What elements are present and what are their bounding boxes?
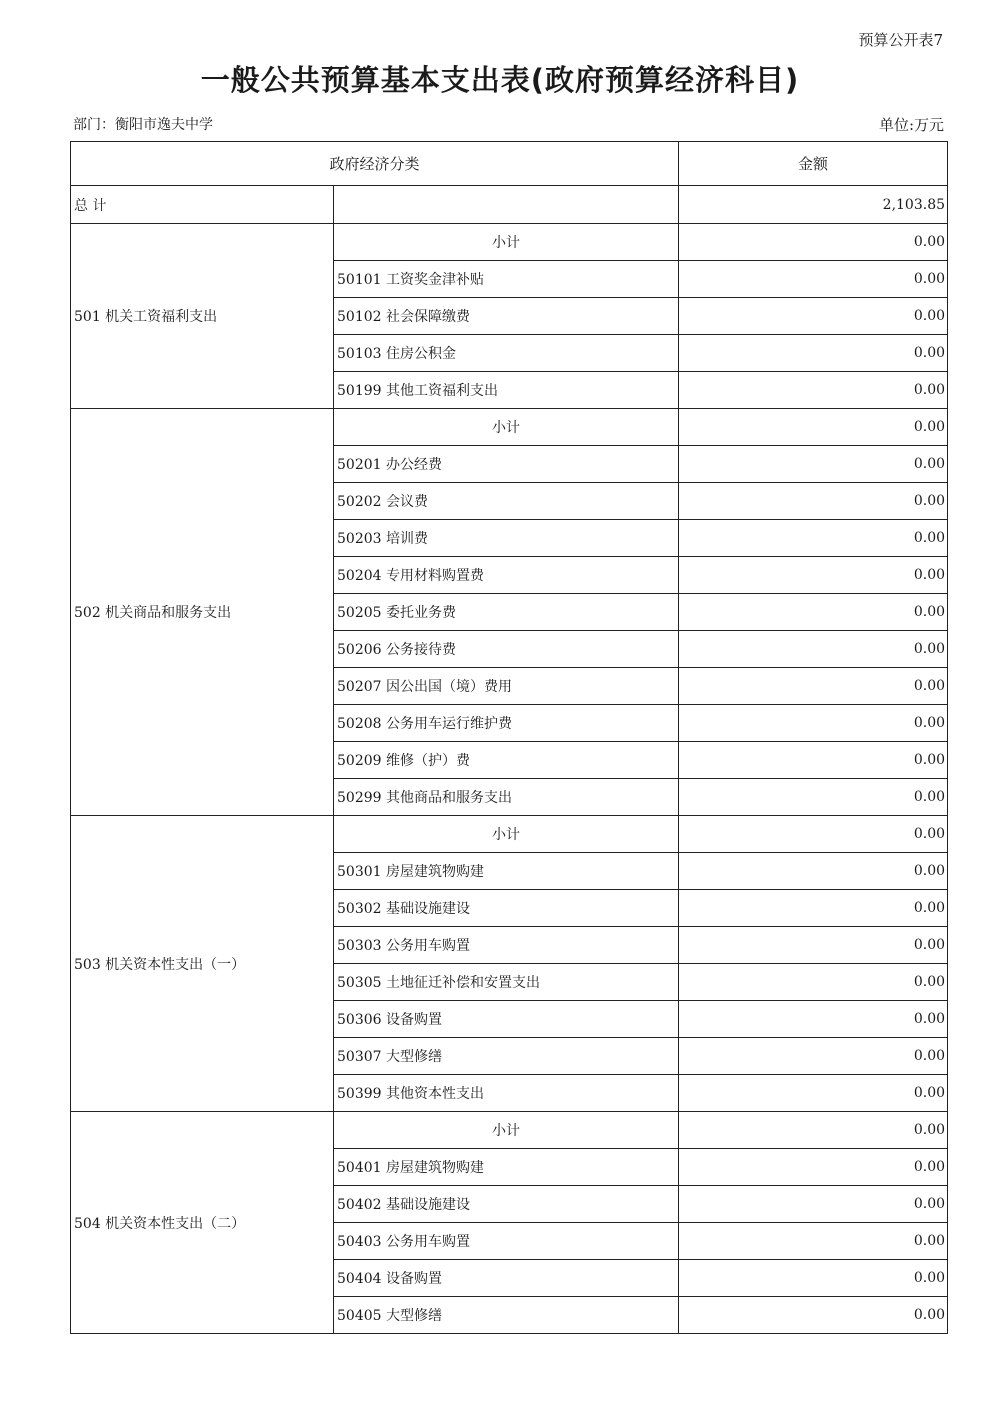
total-empty-cell [334,186,679,224]
item-amount: 0.00 [679,668,948,705]
item-label: 50205 委托业务费 [334,594,679,631]
item-amount: 0.00 [679,1038,948,1075]
item-label: 50301 房屋建筑物购建 [334,853,679,890]
item-amount: 0.00 [679,1223,948,1260]
item-amount: 0.00 [679,1297,948,1334]
total-amount: 2,103.85 [679,186,948,224]
item-label: 50203 培训费 [334,520,679,557]
item-label: 50305 土地征迁补偿和安置支出 [334,964,679,1001]
item-label: 50206 公务接待费 [334,631,679,668]
total-row [71,186,948,224]
item-label: 50199 其他工资福利支出 [334,372,679,409]
header-amount: 金额 [679,142,948,186]
subtotal-amount: 0.00 [679,1112,948,1149]
subtotal-row [71,1112,948,1149]
item-amount: 0.00 [679,1186,948,1223]
item-label: 50103 住房公积金 [334,335,679,372]
subtotal-amount: 0.00 [679,816,948,853]
item-label: 50201 办公经费 [334,446,679,483]
item-amount: 0.00 [679,853,948,890]
item-amount: 0.00 [679,1075,948,1112]
group-label: 503 机关资本性支出（一） [71,816,334,1112]
item-label: 50302 基础设施建设 [334,890,679,927]
item-amount: 0.00 [679,1001,948,1038]
item-amount: 0.00 [679,261,948,298]
item-label: 50306 设备购置 [334,1001,679,1038]
item-amount: 0.00 [679,631,948,668]
item-label: 50405 大型修缮 [334,1297,679,1334]
subtotal-label: 小计 [334,1112,679,1149]
item-amount: 0.00 [679,705,948,742]
subtotal-row [71,816,948,853]
item-label: 50101 工资奖金津补贴 [334,261,679,298]
table-header-row [71,142,948,186]
department-label: 部门：衡阳市逸夫中学 [73,117,213,133]
item-amount: 0.00 [679,1149,948,1186]
subtotal-label: 小计 [334,816,679,853]
item-amount: 0.00 [679,446,948,483]
subtotal-label: 小计 [334,224,679,261]
item-amount: 0.00 [679,520,948,557]
item-label: 50403 公务用车购置 [334,1223,679,1260]
subtotal-row [71,409,948,446]
total-label: 总 计 [71,186,334,224]
item-amount: 0.00 [679,298,948,335]
item-label: 50402 基础设施建设 [334,1186,679,1223]
item-amount: 0.00 [679,372,948,409]
budget-table [70,141,948,1334]
item-amount: 0.00 [679,890,948,927]
group-label: 504 机关资本性支出（二） [71,1112,334,1334]
item-label: 50404 设备购置 [334,1260,679,1297]
subtotal-amount: 0.00 [679,224,948,261]
header-category: 政府经济分类 [71,142,679,186]
item-label: 50207 因公出国（境）费用 [334,668,679,705]
item-amount: 0.00 [679,779,948,816]
item-label: 50208 公务用车运行维护费 [334,705,679,742]
item-amount: 0.00 [679,483,948,520]
item-amount: 0.00 [679,964,948,1001]
item-label: 50399 其他资本性支出 [334,1075,679,1112]
group-label: 501 机关工资福利支出 [71,224,334,409]
item-label: 50202 会议费 [334,483,679,520]
page-title: 一般公共预算基本支出表(政府预算经济科目) [200,63,800,97]
subtotal-row [71,224,948,261]
item-amount: 0.00 [679,557,948,594]
item-amount: 0.00 [679,927,948,964]
item-label: 50303 公务用车购置 [334,927,679,964]
item-label: 50401 房屋建筑物购建 [334,1149,679,1186]
item-amount: 0.00 [679,594,948,631]
item-label: 50307 大型修缮 [334,1038,679,1075]
item-amount: 0.00 [679,1260,948,1297]
subtotal-amount: 0.00 [679,409,948,446]
unit-label: 单位:万元 [878,116,944,134]
item-amount: 0.00 [679,335,948,372]
item-label: 50299 其他商品和服务支出 [334,779,679,816]
item-label: 50102 社会保障缴费 [334,298,679,335]
item-label: 50209 维修（护）费 [334,742,679,779]
form-number: 预算公开表7 [858,31,943,49]
item-label: 50204 专用材料购置费 [334,557,679,594]
item-amount: 0.00 [679,742,948,779]
subtotal-label: 小计 [334,409,679,446]
group-label: 502 机关商品和服务支出 [71,409,334,816]
